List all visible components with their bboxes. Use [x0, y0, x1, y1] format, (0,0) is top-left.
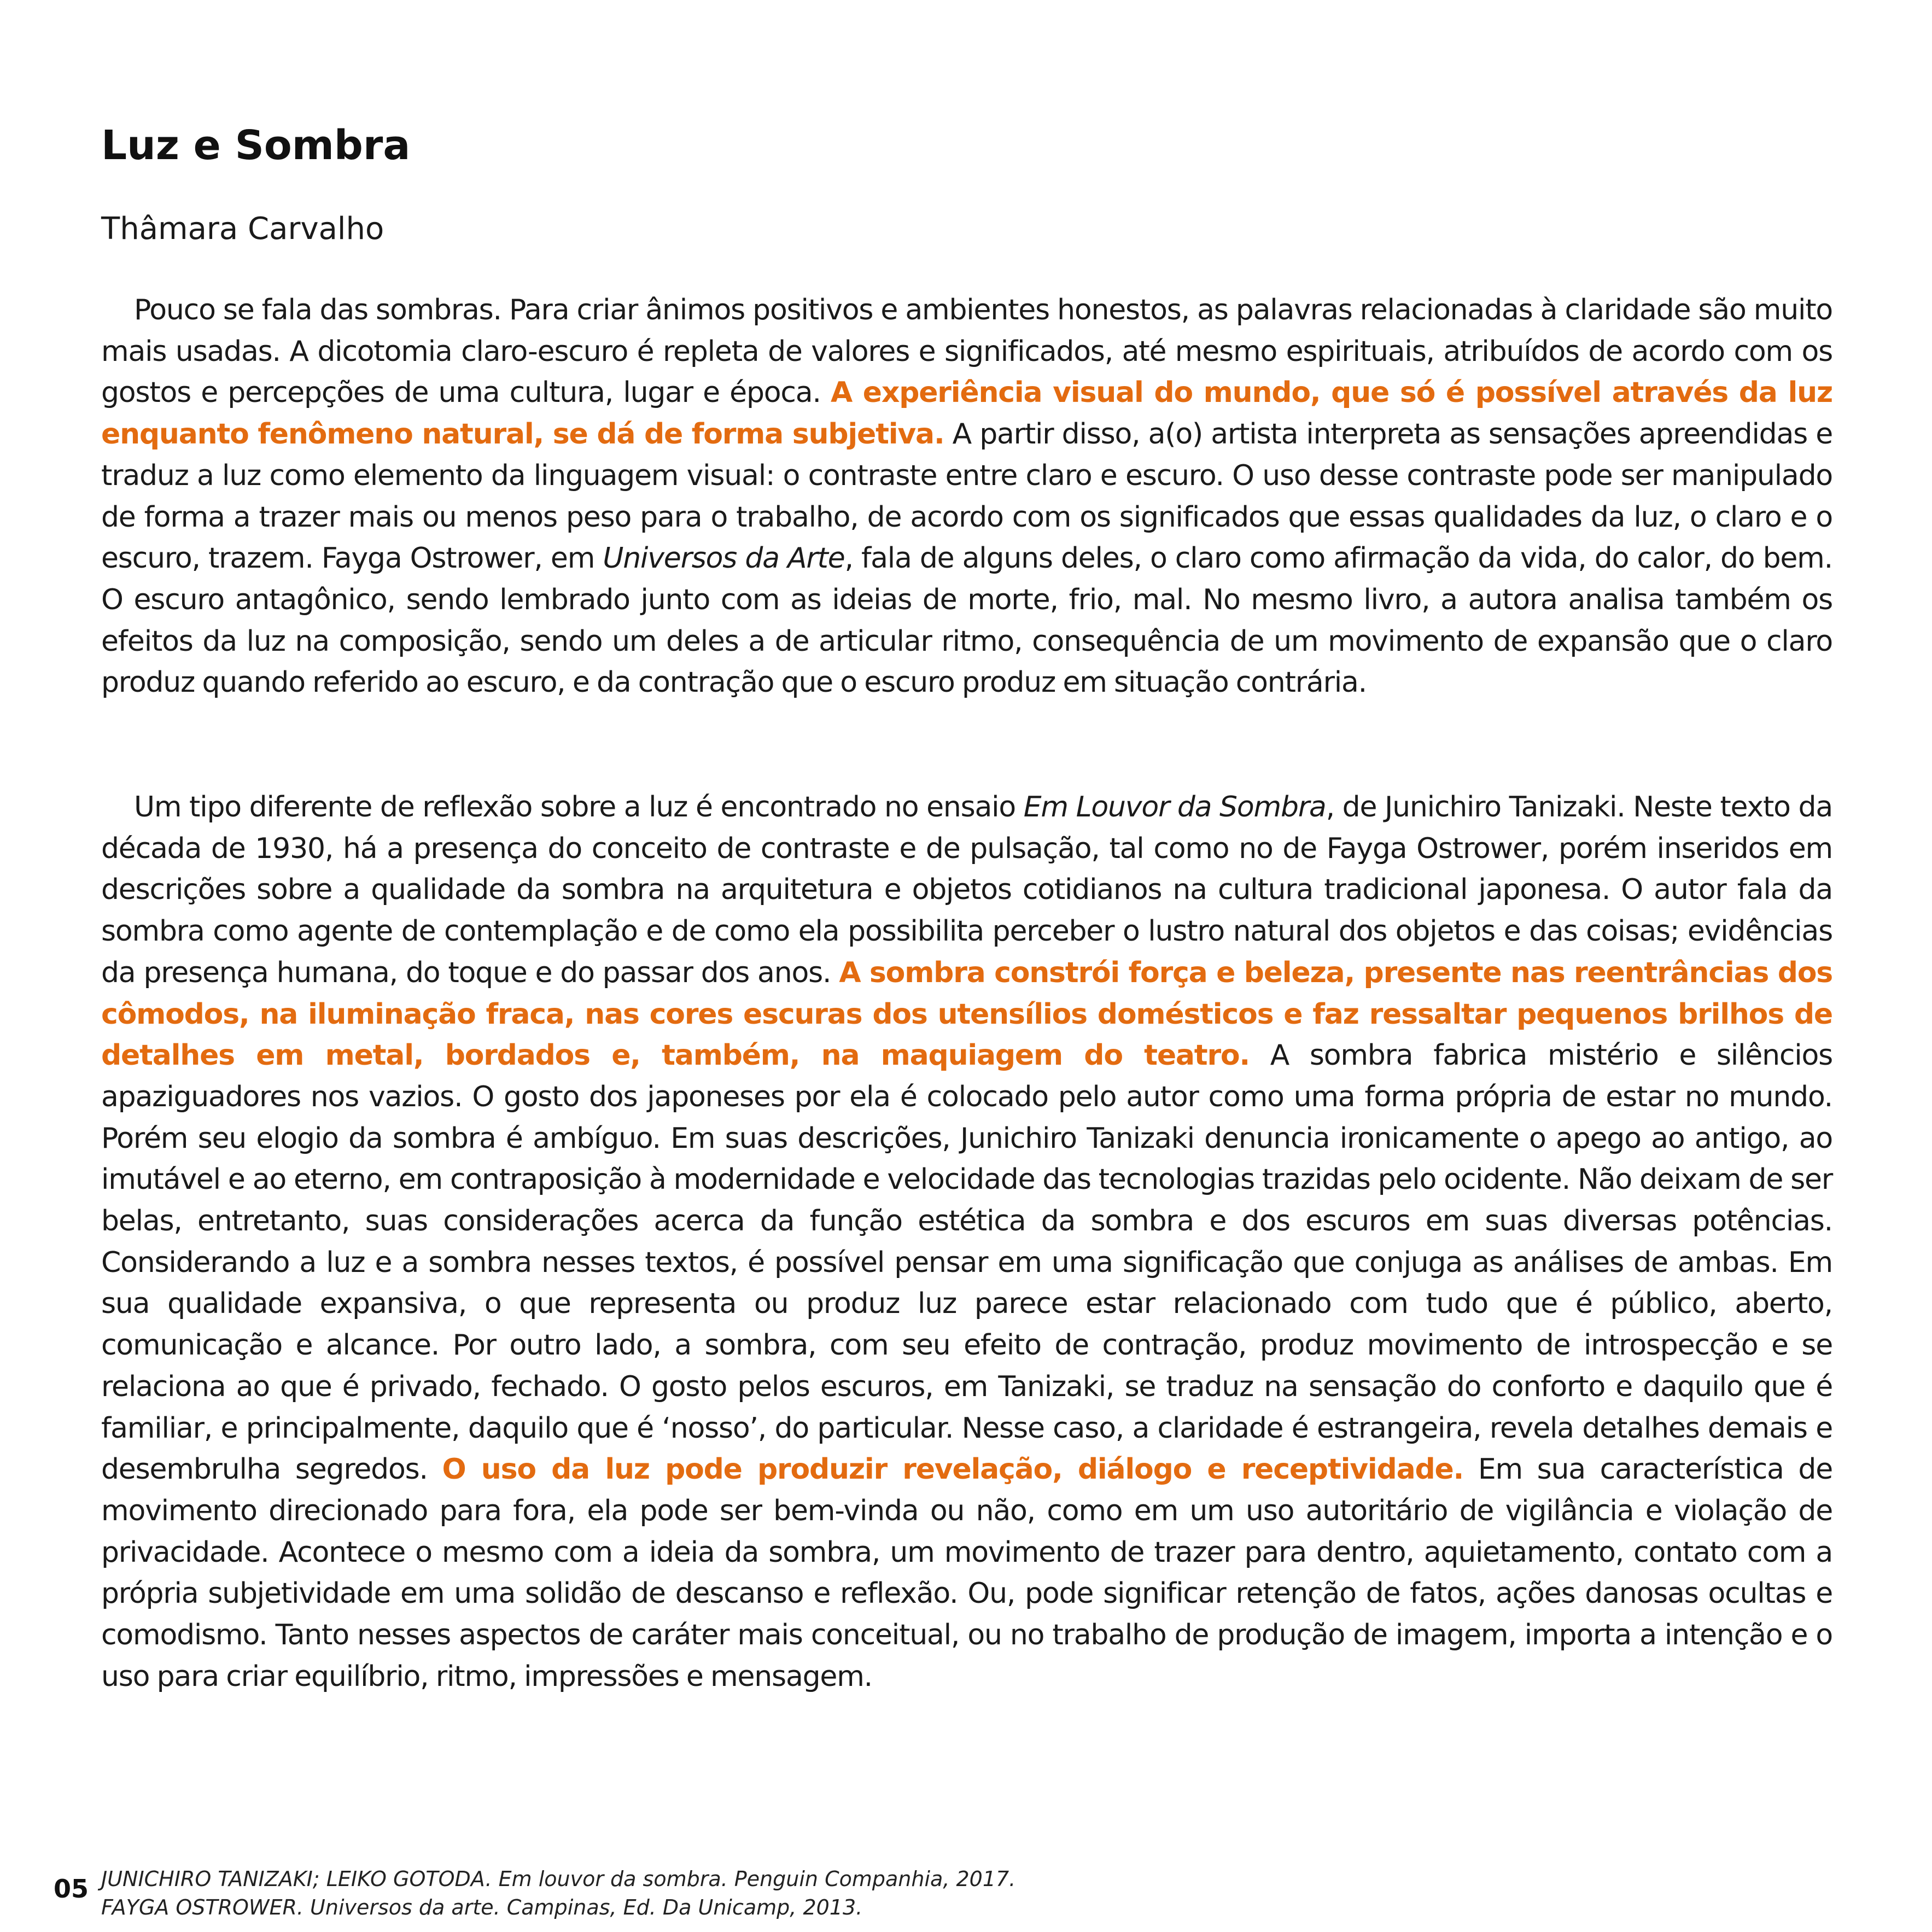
article-paragraph-1	[101, 290, 1832, 704]
references	[101, 1865, 1015, 1922]
highlighted-quote: A experiência visual do mundo, que só é possível através da luz enquanto fenômeno natural, se dá de forma subjetiva.	[101, 376, 1832, 451]
text-segment: A partir disso, a(o) artista interpreta as sensações apreendidas e traduz a luz como elemento da linguagem visual: o contraste entre claro e escuro. O uso desse contraste pode ser manipulado de forma a trazer mais ou menos peso para o trabalho, de acordo com os significados que essas qualidades da luz, o claro e o escuro, trazem. Fayga Ostrower, em	[101, 418, 1833, 575]
highlighted-quote: O uso da luz pode produzir revelação, diálogo e receptividade.	[442, 1453, 1464, 1486]
page-title: Luz e Sombra	[101, 122, 411, 169]
reference-item: FAYGA OSTROWER. Universos da arte. Campinas, Ed. Da Unicamp, 2013.	[101, 1895, 863, 1919]
text-segment: , fala de alguns deles, o claro como afirmação da vida, do calor, do bem. O escuro antagônico, sendo lembrado junto com as ideias de morte, frio, mal. No mesmo livro, a autora analisa também os efeitos da luz na composição, sendo um deles a de articular ritmo, consequência de um movimento de expansão que o claro produz quando referido ao escuro, e da contração que o escuro produz em situação contrária.	[101, 542, 1832, 699]
text-segment: A sombra fabrica mistério e silêncios apaziguadores nos vazios. O gosto dos japoneses por ela é colocado pelo autor como uma forma própria de estar no mundo. Porém seu elogio da sombra é ambíguo. Em suas descrições, Junichiro Tanizaki denuncia ironicamente o apego ao antigo, ao imutável e ao eterno, em contraposição à modernidade e velocidade das tecnologias trazidas pelo ocidente. Não deixam de ser belas, entretanto, suas considerações acerca da função estética da sombra e dos escuros em suas diversas potências. Considerando a luz e a sombra nesses textos, é possível pensar em uma significação que conjuga as análises de ambas. Em sua qualidade expansiva, o que representa ou produz luz parece estar relacionado com tudo que é público, aberto, comunicação e alcance. Por outro lado, a sombra, com seu efeito de contração, produz movimento de introspecção e se relaciona ao que é privado, fechado. O gosto pelos escuros, em Tanizaki, se traduz na sensação do conforto e daquilo que é familiar, e principalmente, daquilo que é ‘nosso’, do particular. Nesse caso, a claridade é estrangeira, revela detalhes demais e desembrulha segredos.	[101, 1039, 1832, 1486]
text-segment: Um tipo diferente de reflexão sobre a luz é encontrado no ensaio	[134, 791, 1024, 824]
text-segment: , de Junichiro Tanizaki. Neste texto da década de 1930, há a presença do conceito de contraste e de pulsação, tal como no de Fayga Ostrower, porém inseridos em descrições sobre a qualidade da sombra na arquitetura e objetos cotidianos na cultura tradicional japonesa. O autor fala da sombra como agente de contemplação e de como ela possibilita perceber o lustro natural dos objetos e das coisas; evidências da presença humana, do toque e do passar dos anos.	[101, 791, 1832, 989]
book-title-italic: Universos da Arte	[603, 542, 845, 575]
book-title-italic: Em Louvor da Sombra	[1023, 791, 1326, 824]
reference-item: JUNICHIRO TANIZAKI; LEIKO GOTODA. Em louvor da sombra. Penguin Companhia, 2017.	[101, 1867, 1016, 1891]
highlighted-quote: A sombra constrói força e beleza, presente nas reentrâncias dos cômodos, na iluminação fraca, nas cores escuras dos utensílios domésticos e faz ressaltar pequenos brilhos de detalhes em metal, bordados e, também, na maquiagem do teatro.	[101, 956, 1832, 1072]
article-paragraph-2	[101, 787, 1832, 1697]
author-name: Thâmara Carvalho	[101, 211, 384, 247]
page-number: 05	[54, 1874, 89, 1904]
text-segment: Pouco se fala das sombras. Para criar ânimos positivos e ambientes honestos, as palavras relacionadas à claridade são muito mais usadas. A dicotomia claro-escuro é repleta de valores e significados, até mesmo espirituais, atribuídos de acordo com os gostos e percepções de uma cultura, lugar e época.	[101, 294, 1832, 410]
text-segment: Em sua característica de movimento direcionado para fora, ela pode ser bem-vinda ou não, como em um uso autoritário de vigilância e violação de privacidade. Acontece o mesmo com a ideia da sombra, um movimento de trazer para dentro, aquietamento, contato com a própria subjetividade em uma solidão de descanso e reflexão. Ou, pode significar retenção de fatos, ações danosas ocultas e comodismo. Tanto nesses aspectos de caráter mais conceitual, ou no trabalho de produção de imagem, importa a intenção e o uso para criar equilíbrio, ritmo, impressões e mensagem.	[101, 1453, 1832, 1693]
